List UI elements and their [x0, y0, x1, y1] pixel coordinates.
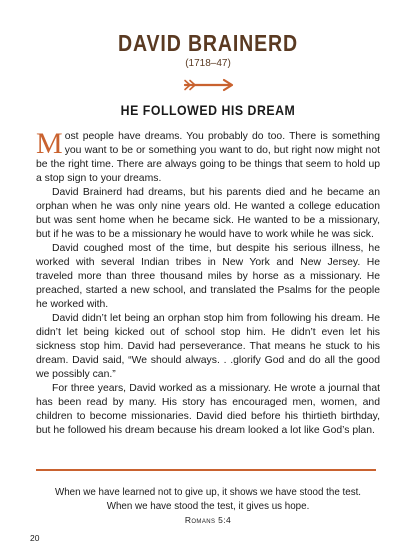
life-dates: (1718–47): [185, 58, 231, 69]
paragraph-1: [36, 127, 380, 186]
drop-cap: M: [36, 127, 63, 160]
page-title: DAVID BRAINERD: [118, 30, 298, 56]
paragraph-4: David didn’t let being an orphan stop him from following his dream. He didn’t let being kicked out of school stop him. He didn’t even let his sickness stop him. David had perseverance. That means he stuck to his dream. David said, “We should always. . .glorify God and do all the good we possibly can.”: [36, 313, 380, 380]
paragraph-5: For three years, David worked as a missionary. He wrote a journal that has been read by many. His story has encouraged men, women, and children to become missionaries. David died before his thirtieth birthday, but he followed his dream because his dream looked a lot like God’s plan.: [36, 383, 380, 436]
paragraph-2: David Brainerd had dreams, but his parents died and he became an orphan when he was only nine years old. He wanted a college education but was sent home when he became sick. He wanted to be a missionary, but if he was to be a missionary he would have to work while he was sick.: [36, 187, 380, 240]
verse-line-2: When we have stood the test, it gives us hope.: [106, 501, 310, 512]
verse-line-1: When we have learned not to give up, it shows we have stood the test.: [54, 487, 362, 498]
paragraph-3: David coughed most of the time, but despite his serious illness, he worked with several Indian tribes in New York and New Jersey. He traveled more than three thousand miles by horse as a missionary. He preached, started a new school, and translated the Psalms for the people he worked with.: [36, 243, 380, 310]
arrow-right-icon: [183, 78, 235, 92]
verse-reference: Romans 5:4: [184, 515, 232, 525]
scripture-quote: [0, 486, 416, 514]
section-heading: HE FOLLOWED HIS DREAM: [120, 102, 296, 118]
page-number: 20: [30, 533, 40, 543]
footer-divider: [36, 469, 376, 471]
article-body: [36, 127, 380, 438]
paragraph-1-text: ost people have dreams. You probably do too. There is something you want to be or something you want to do, but right now might not be the right time. There are always going to be things that seem to hold up a stop sign to your dreams.: [36, 131, 380, 184]
